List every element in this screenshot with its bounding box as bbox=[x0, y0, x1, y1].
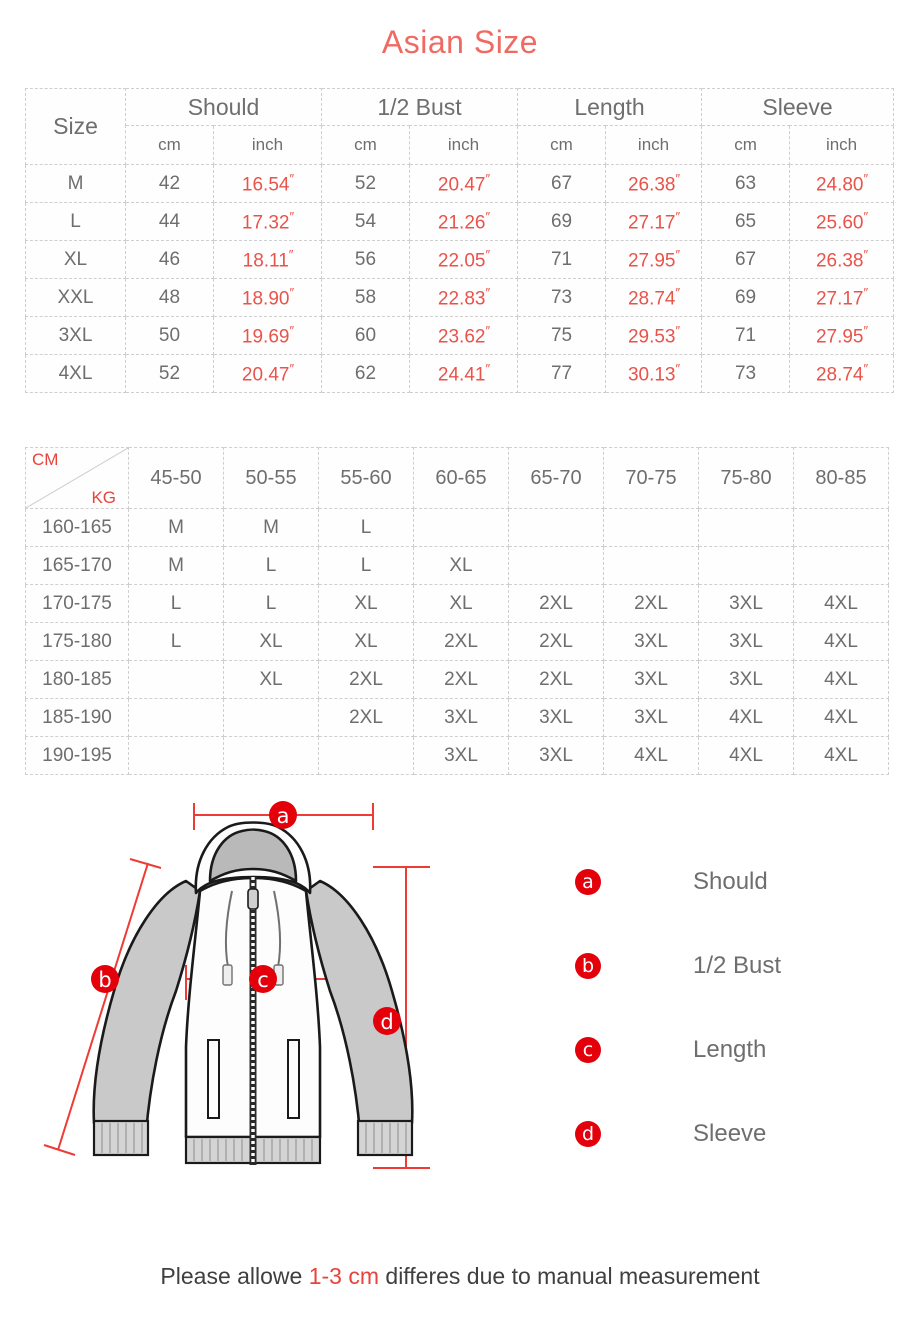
cell-bust_cm: 54 bbox=[322, 203, 410, 241]
height-row-header: 160-165 bbox=[26, 509, 129, 547]
legend-item bbox=[575, 1008, 895, 1092]
header-unit-cm-length: cm bbox=[518, 126, 606, 165]
fit-cell: 2XL bbox=[604, 585, 699, 623]
fit-cell: M bbox=[224, 509, 319, 547]
inch-mark: ″ bbox=[485, 208, 490, 224]
header-group-sleeve: Sleeve bbox=[702, 89, 894, 126]
fit-cell: 4XL bbox=[794, 585, 889, 623]
header-group-should: Should bbox=[126, 89, 322, 126]
cell-length_cm: 71 bbox=[518, 241, 606, 279]
cell-should_in: 18.90″ bbox=[214, 279, 322, 317]
header-unit-cm-bust: cm bbox=[322, 126, 410, 165]
fit-cell bbox=[509, 547, 604, 585]
cell-size: XXL bbox=[26, 279, 126, 317]
cell-length_cm: 77 bbox=[518, 355, 606, 393]
table-row bbox=[26, 165, 894, 203]
cell-sleeve_in: 28.74″ bbox=[790, 355, 894, 393]
table-row bbox=[26, 241, 894, 279]
cell-bust_in: 24.41″ bbox=[410, 355, 518, 393]
legend-marker-badge: d bbox=[575, 1121, 601, 1147]
marker-a bbox=[269, 801, 297, 829]
cell-size: 3XL bbox=[26, 317, 126, 355]
cell-length_cm: 69 bbox=[518, 203, 606, 241]
table-row bbox=[26, 661, 889, 699]
height-row-header: 170-175 bbox=[26, 585, 129, 623]
disclaimer-suffix: differes due to manual measurement bbox=[379, 1263, 760, 1289]
fit-cell: L bbox=[319, 547, 414, 585]
fit-cell: 2XL bbox=[509, 661, 604, 699]
cell-length_cm: 75 bbox=[518, 317, 606, 355]
header-unit-inch-bust: inch bbox=[410, 126, 518, 165]
fit-matrix-header-row bbox=[26, 448, 889, 509]
cell-sleeve_in: 25.60″ bbox=[790, 203, 894, 241]
fit-cell: L bbox=[319, 509, 414, 547]
fit-cell: M bbox=[129, 547, 224, 585]
fit-cell: 2XL bbox=[509, 623, 604, 661]
fit-cell bbox=[129, 661, 224, 699]
cell-length_in: 28.74″ bbox=[606, 279, 702, 317]
cell-sleeve_in: 26.38″ bbox=[790, 241, 894, 279]
cell-sleeve_in: 27.17″ bbox=[790, 279, 894, 317]
cell-bust_in: 21.26″ bbox=[410, 203, 518, 241]
fit-cell: 4XL bbox=[604, 737, 699, 775]
cell-sleeve_cm: 71 bbox=[702, 317, 790, 355]
fit-cell bbox=[794, 509, 889, 547]
fit-cell: M bbox=[129, 509, 224, 547]
marker-d-label: d bbox=[380, 1010, 394, 1034]
corner-label-kg: KG bbox=[91, 488, 116, 507]
cell-bust_cm: 56 bbox=[322, 241, 410, 279]
table-header-unit-row bbox=[26, 126, 894, 165]
cell-should_cm: 46 bbox=[126, 241, 214, 279]
cell-should_cm: 52 bbox=[126, 355, 214, 393]
header-group-length: Length bbox=[518, 89, 702, 126]
cell-bust_in: 22.05″ bbox=[410, 241, 518, 279]
fit-cell: L bbox=[129, 585, 224, 623]
cell-bust_cm: 58 bbox=[322, 279, 410, 317]
cell-sleeve_cm: 65 bbox=[702, 203, 790, 241]
weight-column-header: 50-55 bbox=[224, 448, 319, 509]
fit-cell bbox=[224, 699, 319, 737]
inch-mark: ″ bbox=[289, 284, 294, 300]
cell-should_cm: 42 bbox=[126, 165, 214, 203]
cell-sleeve_cm: 67 bbox=[702, 241, 790, 279]
cell-length_in: 26.38″ bbox=[606, 165, 702, 203]
inch-mark: ″ bbox=[485, 322, 490, 338]
height-row-header: 165-170 bbox=[26, 547, 129, 585]
inch-mark: ″ bbox=[675, 284, 680, 300]
table-header-group-row bbox=[26, 89, 894, 126]
inch-mark: ″ bbox=[863, 322, 868, 338]
marker-a-label: a bbox=[276, 804, 290, 828]
fit-cell: XL bbox=[414, 547, 509, 585]
fit-cell: 4XL bbox=[794, 661, 889, 699]
inch-mark: ″ bbox=[675, 208, 680, 224]
header-size: Size bbox=[26, 89, 126, 165]
fit-cell: XL bbox=[319, 585, 414, 623]
cell-bust_cm: 60 bbox=[322, 317, 410, 355]
zipper-pull bbox=[248, 889, 258, 909]
fit-cell bbox=[509, 509, 604, 547]
fit-cell bbox=[699, 547, 794, 585]
fit-cell bbox=[604, 509, 699, 547]
fit-cell: 3XL bbox=[699, 661, 794, 699]
fit-cell: L bbox=[129, 623, 224, 661]
fit-cell: 3XL bbox=[604, 661, 699, 699]
garment-illustration bbox=[18, 785, 488, 1195]
header-unit-inch-length: inch bbox=[606, 126, 702, 165]
marker-c-label: c bbox=[257, 968, 269, 992]
cell-should_in: 19.69″ bbox=[214, 317, 322, 355]
cell-sleeve_in: 27.95″ bbox=[790, 317, 894, 355]
header-unit-inch-should: inch bbox=[214, 126, 322, 165]
legend-label: Should bbox=[693, 868, 768, 895]
inch-mark: ″ bbox=[675, 170, 680, 186]
fit-cell bbox=[414, 509, 509, 547]
cell-should_cm: 48 bbox=[126, 279, 214, 317]
fit-cell: XL bbox=[224, 623, 319, 661]
fit-cell bbox=[319, 737, 414, 775]
weight-column-header: 75-80 bbox=[699, 448, 794, 509]
fit-cell bbox=[224, 737, 319, 775]
cell-length_in: 30.13″ bbox=[606, 355, 702, 393]
asian-size-table bbox=[25, 88, 894, 393]
cell-should_in: 18.11″ bbox=[214, 241, 322, 279]
cell-sleeve_cm: 69 bbox=[702, 279, 790, 317]
cell-size: M bbox=[26, 165, 126, 203]
table-row bbox=[26, 585, 889, 623]
cell-sleeve_cm: 73 bbox=[702, 355, 790, 393]
fit-cell: 3XL bbox=[414, 699, 509, 737]
fit-cell: 4XL bbox=[794, 699, 889, 737]
fit-cell: 2XL bbox=[414, 661, 509, 699]
fit-cell bbox=[129, 737, 224, 775]
cell-bust_in: 20.47″ bbox=[410, 165, 518, 203]
cell-size: XL bbox=[26, 241, 126, 279]
table-row bbox=[26, 547, 889, 585]
inch-mark: ″ bbox=[863, 246, 868, 262]
fit-cell: 3XL bbox=[699, 623, 794, 661]
fit-cell: 2XL bbox=[319, 699, 414, 737]
height-row-header: 185-190 bbox=[26, 699, 129, 737]
header-unit-inch-sleeve: inch bbox=[790, 126, 894, 165]
legend-marker-badge: a bbox=[575, 869, 601, 895]
fit-cell: 4XL bbox=[699, 737, 794, 775]
height-row-header: 180-185 bbox=[26, 661, 129, 699]
legend-label: Sleeve bbox=[693, 1120, 767, 1147]
inch-mark: ″ bbox=[289, 170, 294, 186]
header-group-bust: 1/2 Bust bbox=[322, 89, 518, 126]
cell-should_in: 20.47″ bbox=[214, 355, 322, 393]
measurement-legend bbox=[575, 840, 895, 1176]
size-table-body bbox=[26, 165, 894, 393]
inch-mark: ″ bbox=[289, 322, 294, 338]
legend-item bbox=[575, 840, 895, 924]
fit-cell: 3XL bbox=[414, 737, 509, 775]
legend-label: 1/2 Bust bbox=[693, 952, 782, 979]
marker-b-label: b bbox=[98, 968, 112, 992]
table-row bbox=[26, 355, 894, 393]
fit-cell bbox=[699, 509, 794, 547]
fit-cell: 4XL bbox=[794, 623, 889, 661]
measurement-disclaimer bbox=[0, 1263, 920, 1290]
cell-bust_in: 23.62″ bbox=[410, 317, 518, 355]
table-row bbox=[26, 509, 889, 547]
cell-bust_cm: 62 bbox=[322, 355, 410, 393]
cell-size: L bbox=[26, 203, 126, 241]
fit-cell: 2XL bbox=[319, 661, 414, 699]
cell-length_in: 29.53″ bbox=[606, 317, 702, 355]
cell-should_in: 17.32″ bbox=[214, 203, 322, 241]
inch-mark: ″ bbox=[863, 284, 868, 300]
fit-cell: XL bbox=[224, 661, 319, 699]
table-row bbox=[26, 623, 889, 661]
legend-item bbox=[575, 924, 895, 1008]
weight-column-header: 65-70 bbox=[509, 448, 604, 509]
inch-mark: ″ bbox=[485, 170, 490, 186]
weight-column-header: 80-85 bbox=[794, 448, 889, 509]
fit-cell bbox=[794, 547, 889, 585]
fit-cell bbox=[129, 699, 224, 737]
cell-length_cm: 67 bbox=[518, 165, 606, 203]
cell-should_cm: 50 bbox=[126, 317, 214, 355]
height-row-header: 190-195 bbox=[26, 737, 129, 775]
table-row bbox=[26, 737, 889, 775]
inch-mark: ″ bbox=[675, 360, 680, 376]
cell-bust_cm: 52 bbox=[322, 165, 410, 203]
weight-column-header: 70-75 bbox=[604, 448, 699, 509]
inch-mark: ″ bbox=[485, 284, 490, 300]
cell-sleeve_cm: 63 bbox=[702, 165, 790, 203]
legend-label: Length bbox=[693, 1036, 767, 1063]
disclaimer-prefix: Please allowe bbox=[160, 1263, 309, 1289]
cell-length_in: 27.95″ bbox=[606, 241, 702, 279]
header-unit-cm-sleeve: cm bbox=[702, 126, 790, 165]
inch-mark: ″ bbox=[485, 246, 490, 262]
legend-item bbox=[575, 1092, 895, 1176]
fit-cell: 3XL bbox=[604, 699, 699, 737]
hoodie-diagram-icon bbox=[18, 785, 488, 1195]
inch-mark: ″ bbox=[675, 322, 680, 338]
fit-cell: XL bbox=[319, 623, 414, 661]
cell-should_in: 16.54″ bbox=[214, 165, 322, 203]
marker-d bbox=[373, 1007, 401, 1035]
disclaimer-tolerance: 1-3 cm bbox=[308, 1263, 380, 1289]
table-row bbox=[26, 279, 894, 317]
fit-cell: 3XL bbox=[604, 623, 699, 661]
cell-sleeve_in: 24.80″ bbox=[790, 165, 894, 203]
inch-mark: ″ bbox=[289, 360, 294, 376]
fit-cell: 3XL bbox=[509, 737, 604, 775]
table-row bbox=[26, 317, 894, 355]
cell-bust_in: 22.83″ bbox=[410, 279, 518, 317]
marker-c bbox=[249, 965, 277, 993]
inch-mark: ″ bbox=[863, 208, 868, 224]
cell-length_in: 27.17″ bbox=[606, 203, 702, 241]
height-row-header: 175-180 bbox=[26, 623, 129, 661]
inch-mark: ″ bbox=[863, 170, 868, 186]
fit-cell: 4XL bbox=[794, 737, 889, 775]
corner-label-cm: CM bbox=[32, 450, 59, 469]
legend-marker-badge: c bbox=[575, 1037, 601, 1063]
table-row bbox=[26, 699, 889, 737]
weight-column-header: 45-50 bbox=[129, 448, 224, 509]
inch-mark: ″ bbox=[675, 246, 680, 262]
pocket-right bbox=[288, 1040, 299, 1118]
cell-length_cm: 73 bbox=[518, 279, 606, 317]
weight-column-header: 60-65 bbox=[414, 448, 509, 509]
fit-cell: 3XL bbox=[509, 699, 604, 737]
fit-matrix-body bbox=[26, 509, 889, 775]
cell-size: 4XL bbox=[26, 355, 126, 393]
cell-should_cm: 44 bbox=[126, 203, 214, 241]
table-row bbox=[26, 203, 894, 241]
legend-marker-badge: b bbox=[575, 953, 601, 979]
inch-mark: ″ bbox=[289, 208, 294, 224]
fit-cell: XL bbox=[414, 585, 509, 623]
inch-mark: ″ bbox=[288, 246, 293, 262]
fit-cell: 2XL bbox=[414, 623, 509, 661]
pocket-left bbox=[208, 1040, 219, 1118]
fit-cell bbox=[604, 547, 699, 585]
fit-cell: L bbox=[224, 547, 319, 585]
fit-cell: 4XL bbox=[699, 699, 794, 737]
marker-b bbox=[91, 965, 119, 993]
inch-mark: ″ bbox=[863, 360, 868, 376]
page-title: Asian Size bbox=[381, 24, 539, 60]
weight-column-header: 55-60 bbox=[319, 448, 414, 509]
fit-cell: 2XL bbox=[509, 585, 604, 623]
fit-cell: 3XL bbox=[699, 585, 794, 623]
header-unit-cm-should: cm bbox=[126, 126, 214, 165]
fit-cell: L bbox=[224, 585, 319, 623]
inch-mark: ″ bbox=[485, 360, 490, 376]
height-weight-fit-table bbox=[25, 447, 889, 775]
cm-kg-corner-cell bbox=[26, 448, 129, 509]
